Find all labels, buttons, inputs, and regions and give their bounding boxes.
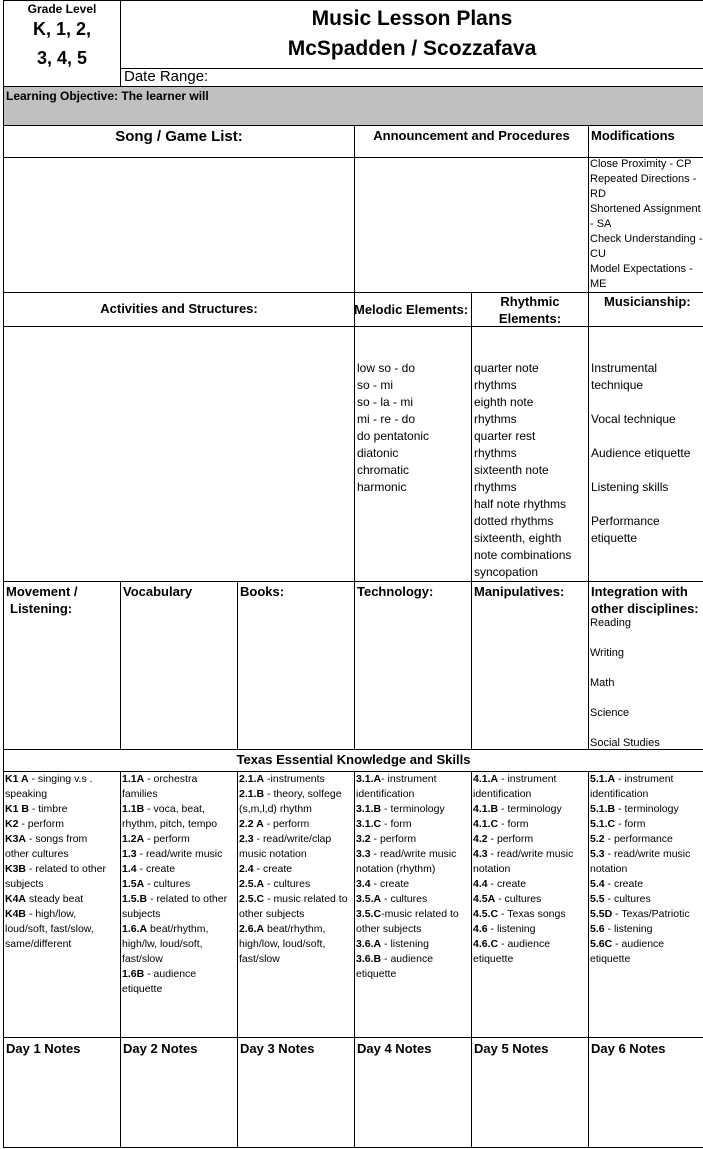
- list-item: [590, 691, 660, 706]
- grid-line: [3, 1037, 703, 1038]
- list-item: loud/soft, fast/slow,: [5, 923, 94, 935]
- list-item: 3.5.A - cultures: [356, 893, 428, 905]
- list-item: Science: [590, 707, 630, 719]
- list-item: 5.1.B - terminology: [590, 803, 679, 815]
- list-item: etiquette: [122, 983, 163, 995]
- rhythmic-elements-list: [474, 360, 571, 581]
- modifications-list: [590, 157, 703, 292]
- page-subtitle: McSpadden / Scozzafava: [287, 37, 537, 60]
- list-item: 2.5.A - cultures: [239, 878, 311, 890]
- integration-label-2: other disciplines:: [591, 601, 699, 616]
- list-item: do pentatonic: [357, 429, 430, 443]
- grid-line: [471, 292, 472, 582]
- list-item: [591, 394, 690, 411]
- list-item: Math: [590, 677, 615, 689]
- list-item: 5.1.A - instrument: [590, 773, 674, 785]
- list-item: 3.1.A- instrument: [356, 773, 437, 785]
- vocabulary-label: Vocabulary: [123, 584, 193, 599]
- list-item: technique: [591, 378, 644, 392]
- list-item: 2.4 - create: [239, 863, 293, 875]
- grid-line: [3, 1147, 703, 1148]
- grid-line: [237, 771, 238, 1148]
- list-item: [591, 496, 690, 513]
- list-item: harmonic: [357, 480, 407, 494]
- teks-column-3: [356, 772, 470, 982]
- grid-line: [354, 125, 355, 582]
- list-item: 4.5A - cultures: [473, 893, 542, 905]
- list-item: 5.6C - audience: [590, 938, 665, 950]
- list-item: [590, 661, 660, 676]
- list-item: 5.3 - read/write music: [590, 848, 691, 860]
- list-item: 2.2 A - perform: [239, 818, 310, 830]
- grid-line: [588, 771, 589, 1148]
- list-item: identification: [356, 788, 415, 800]
- list-item: identification: [473, 788, 532, 800]
- grid-line: [354, 771, 355, 1148]
- grid-line: [120, 771, 121, 1148]
- list-item: 1.6.A beat/rhythm,: [122, 923, 209, 935]
- list-item: K4A steady beat: [5, 893, 84, 905]
- teks-column-k: [5, 772, 119, 952]
- list-item: dotted rhythms: [474, 514, 554, 528]
- list-item: high/lw, loud/soft,: [122, 938, 203, 950]
- list-item: fast/slow: [239, 953, 280, 965]
- teks-column-4: [473, 772, 587, 967]
- list-item: subjects: [5, 878, 44, 890]
- list-item: 1.3 - read/write music: [122, 848, 223, 860]
- list-item: [590, 721, 660, 736]
- page-title: Music Lesson Plans: [311, 7, 513, 30]
- list-item: note combinations: [474, 548, 572, 562]
- grid-line: [3, 292, 703, 293]
- list-item: 4.1.B - terminology: [473, 803, 562, 815]
- list-item: Reading: [590, 617, 631, 629]
- list-item: subjects: [122, 908, 161, 920]
- list-item: 2.3 - read/write/clap: [239, 833, 332, 845]
- list-item: 4.5.C - Texas songs: [473, 908, 566, 920]
- grid-line: [3, 125, 703, 126]
- list-item: 3.6.A - listening: [356, 938, 429, 950]
- books-label: Books:: [240, 584, 285, 599]
- list-item: sixteenth note: [474, 463, 549, 477]
- list-item: 5.5 - cultures: [590, 893, 651, 905]
- list-item: 1.5A - cultures: [122, 878, 191, 890]
- list-item: ME: [590, 278, 607, 290]
- list-item: Repeated Directions -: [590, 173, 697, 185]
- list-item: chromatic: [357, 463, 410, 477]
- list-item: 3.4 - create: [356, 878, 410, 890]
- grid-line: [3, 581, 703, 582]
- musicianship-list: [591, 360, 690, 547]
- list-item: notation (rhythm): [356, 863, 436, 875]
- activities-structures-label: Activities and Structures:: [100, 301, 258, 316]
- list-item: 4.1.C - form: [473, 818, 529, 830]
- list-item: 2.1.A -instruments: [239, 773, 325, 785]
- list-item: 1.5.B - related to other: [122, 893, 228, 905]
- integration-label: Integration with: [591, 584, 688, 599]
- list-item: high/low, loud/soft,: [239, 938, 326, 950]
- list-item: etiquette: [590, 953, 631, 965]
- grade-level-line2: 3, 4, 5: [36, 48, 88, 68]
- list-item: 4.6 - listening: [473, 923, 536, 935]
- list-item: 3.1.C - form: [356, 818, 412, 830]
- list-item: half note rhythms: [474, 497, 567, 511]
- list-item: speaking: [5, 788, 48, 800]
- day-6-notes-label: Day 6 Notes: [591, 1041, 666, 1056]
- grid-line: [588, 581, 589, 750]
- list-item: [591, 462, 690, 479]
- list-item: 1.4 - create: [122, 863, 176, 875]
- list-item: etiquette: [473, 953, 514, 965]
- list-item: K1 B - timbre: [5, 803, 68, 815]
- list-item: 5.6 - listening: [590, 923, 653, 935]
- list-item: 5.2 - performance: [590, 833, 673, 845]
- list-item: diatonic: [357, 446, 399, 460]
- grade-level-label: Grade Level: [27, 2, 97, 16]
- list-item: mi - re - do: [357, 412, 416, 426]
- list-item: 4.4 - create: [473, 878, 527, 890]
- list-item: 3.1.B - terminology: [356, 803, 445, 815]
- list-item: 1.1B - voca, beat,: [122, 803, 205, 815]
- list-item: 2.1.B - theory, solfege: [239, 788, 342, 800]
- list-item: etiquette: [591, 531, 638, 545]
- list-item: Close Proximity - CP: [590, 158, 692, 170]
- list-item: Instrumental: [591, 361, 658, 375]
- grid-line: [588, 125, 589, 582]
- list-item: same/different: [5, 938, 72, 950]
- list-item: so - mi: [357, 378, 393, 392]
- day-5-notes-label: Day 5 Notes: [474, 1041, 549, 1056]
- list-item: so - la - mi: [357, 395, 414, 409]
- list-item: 4.3 - read/write music: [473, 848, 574, 860]
- grid-line: [3, 0, 4, 1148]
- teks-title: Texas Essential Knowledge and Skills: [236, 752, 471, 767]
- list-item: 4.6.C - audience: [473, 938, 551, 950]
- day-3-notes-label: Day 3 Notes: [240, 1041, 315, 1056]
- list-item: 3.5.C-music related to: [356, 908, 459, 920]
- list-item: Listening skills: [591, 480, 669, 494]
- grid-line: [3, 86, 703, 87]
- list-item: 1.1A - orchestra: [122, 773, 198, 785]
- list-item: quarter rest: [474, 429, 536, 443]
- day-4-notes-label: Day 4 Notes: [357, 1041, 432, 1056]
- list-item: Audience etiquette: [591, 446, 691, 460]
- list-item: 4.1.A - instrument: [473, 773, 557, 785]
- list-item: Check Understanding -: [590, 233, 703, 245]
- movement-listening-label: Movement /: [6, 584, 78, 599]
- teks-column-2: [239, 772, 353, 967]
- list-item: K3B - related to other: [5, 863, 106, 875]
- list-item: CU: [590, 248, 606, 260]
- list-item: rhythms: [474, 412, 517, 426]
- song-game-list-label: Song / Game List:: [115, 128, 243, 145]
- day-2-notes-label: Day 2 Notes: [123, 1041, 198, 1056]
- list-item: Model Expectations -: [590, 263, 693, 275]
- grid-line: [3, 326, 703, 327]
- list-item: eighth note: [474, 395, 534, 409]
- list-item: families: [122, 788, 158, 800]
- list-item: 3.3 - read/write music: [356, 848, 457, 860]
- grid-line: [3, 0, 703, 1]
- list-item: 5.5D - Texas/Patriotic: [590, 908, 690, 920]
- list-item: rhythm, pitch, tempo: [122, 818, 218, 830]
- list-item: low so - do: [357, 361, 416, 375]
- list-item: notation: [473, 863, 511, 875]
- list-item: (s,m,l,d) rhythm: [239, 803, 312, 815]
- list-item: K3A - songs from: [5, 833, 88, 845]
- grade-level-line1: K, 1, 2,: [32, 19, 92, 39]
- list-item: - SA: [590, 218, 612, 230]
- list-item: K2 - perform: [5, 818, 64, 830]
- grid-line: [120, 581, 121, 750]
- integration-list: [590, 616, 660, 751]
- list-item: 4.2 - perform: [473, 833, 534, 845]
- grid-line: [471, 581, 472, 750]
- day-1-notes-label: Day 1 Notes: [6, 1041, 81, 1056]
- modifications-label: Modifications: [591, 128, 675, 143]
- movement-listening-label-2: Listening:: [10, 601, 73, 616]
- rhythmic-elements-label: Rhythmic: [500, 294, 560, 309]
- list-item: other subjects: [239, 908, 305, 920]
- announcement-procedures-label: Announcement and Procedures: [373, 128, 570, 143]
- grid-line: [237, 581, 238, 750]
- list-item: 5.4 - create: [590, 878, 644, 890]
- list-item: other subjects: [356, 923, 422, 935]
- list-item: K1 A - singing v.s .: [5, 773, 93, 785]
- list-item: 5.1.C - form: [590, 818, 646, 830]
- list-item: K4B - high/low,: [5, 908, 77, 920]
- list-item: Writing: [590, 647, 625, 659]
- list-item: 3.2 - perform: [356, 833, 417, 845]
- list-item: 2.5.C - music related to: [239, 893, 348, 905]
- date-range-label: Date Range:: [124, 68, 209, 85]
- technology-label: Technology:: [357, 584, 434, 599]
- list-item: [591, 428, 690, 445]
- list-item: sixteenth, eighth: [474, 531, 562, 545]
- list-item: notation: [590, 863, 628, 875]
- list-item: identification: [590, 788, 649, 800]
- list-item: rhythms: [474, 378, 517, 392]
- list-item: syncopation: [474, 565, 539, 579]
- learning-objective-label: Learning Objective: The learner will: [6, 89, 209, 103]
- list-item: 1.6B - audience: [122, 968, 197, 980]
- list-item: fast/slow: [122, 953, 163, 965]
- list-item: Vocal technique: [591, 412, 676, 426]
- list-item: 3.6.B - audience: [356, 953, 434, 965]
- musicianship-label: Musicianship:: [604, 294, 691, 309]
- list-item: other cultures: [5, 848, 69, 860]
- list-item: 1.2A - perform: [122, 833, 190, 845]
- rhythmic-elements-label-2: Elements:: [498, 311, 562, 326]
- teks-column-1: [122, 772, 236, 997]
- teks-column-5: [590, 772, 703, 967]
- grid-line: [354, 581, 355, 750]
- list-item: RD: [590, 188, 606, 200]
- manipulatives-label: Manipulatives:: [474, 584, 565, 599]
- list-item: Performance: [591, 514, 660, 528]
- list-item: [590, 631, 660, 646]
- melodic-elements-list: [357, 360, 429, 496]
- list-item: 2.6.A beat/rhythm,: [239, 923, 326, 935]
- list-item: music notation: [239, 848, 307, 860]
- list-item: rhythms: [474, 446, 517, 460]
- list-item: Social Studies: [590, 737, 660, 749]
- melodic-elements-label: Melodic Elements:: [354, 302, 469, 317]
- grid-line: [471, 771, 472, 1148]
- list-item: etiquette: [356, 968, 397, 980]
- list-item: quarter note: [474, 361, 539, 375]
- list-item: Shortened Assignment: [590, 203, 701, 215]
- list-item: rhythms: [474, 480, 517, 494]
